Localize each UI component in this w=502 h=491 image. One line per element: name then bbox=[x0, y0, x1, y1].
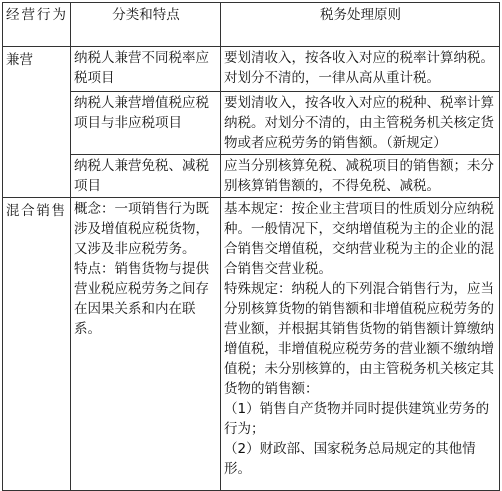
principle-cell: 要划清收入，按各收入对应的税率计算纳税。对划分不清的，一律从高从重计税。 bbox=[221, 47, 500, 92]
feature-cell: 纳税人兼营免税、减税项目 bbox=[71, 155, 221, 198]
table-row bbox=[3, 47, 500, 92]
principle-cell: 要划清收入，按各收入对应的税种、税率计算纳税。对划分不清的，由主管税务机关核定货物或者应税劳务的销售额。（新规定） bbox=[221, 92, 500, 155]
table-row bbox=[3, 92, 500, 155]
category-mixed-sales: 混合销售 bbox=[3, 198, 71, 491]
table-row bbox=[3, 155, 500, 198]
feature-cell: 纳税人兼营增值税应税项目与非应税项目 bbox=[71, 92, 221, 155]
table-row bbox=[3, 198, 500, 491]
principle-item-2: （2）财政部、国家税务总局规定的其他情形。 bbox=[224, 441, 476, 477]
principle-special: 特殊规定：纳税人的下列混合销售行为，应当分别核算货物的销售额和非增值税应税劳务的营业额，并根据其销售货物的销售额计算缴纳增值税，非增值税应税劳务的营业额不缴纳增值税；未分别核算的，由主管税务机关核定其货物的销售额： bbox=[224, 281, 494, 397]
header-row bbox=[3, 3, 500, 47]
principle-basic: 基本规定：按企业主营项目的性质划分应纳税种。一般情况下，交纳增值税为主的企业的混合销售交增值税，交纳营业税为主的企业的混合销售交营业税。 bbox=[224, 201, 494, 277]
header-tax-principle: 税务处理原则 bbox=[221, 3, 500, 47]
category-concurrent-operations: 兼营 bbox=[3, 47, 71, 198]
feature-cell: 纳税人兼营不同税率应税项目 bbox=[71, 47, 221, 92]
principle-item-1: （1）销售自产货物并同时提供建筑业劳务的行为； bbox=[224, 401, 490, 437]
mixed-sales-features bbox=[71, 198, 221, 491]
header-business-behavior: 经营行为 bbox=[3, 3, 71, 47]
header-category-features: 分类和特点 bbox=[71, 3, 221, 47]
tax-principles-table bbox=[2, 2, 500, 491]
principle-cell: 应当分别核算免税、减税项目的销售额；未分别核算销售额的，不得免税、减税。 bbox=[221, 155, 500, 198]
feature-trait: 特点：销售货物与提供营业税应税劳务之间存在因果关系和内在联系。 bbox=[74, 261, 209, 337]
mixed-sales-principles bbox=[221, 198, 500, 491]
feature-concept: 概念：一项销售行为既涉及增值税应税货物，又涉及非应税劳务。 bbox=[74, 201, 209, 257]
